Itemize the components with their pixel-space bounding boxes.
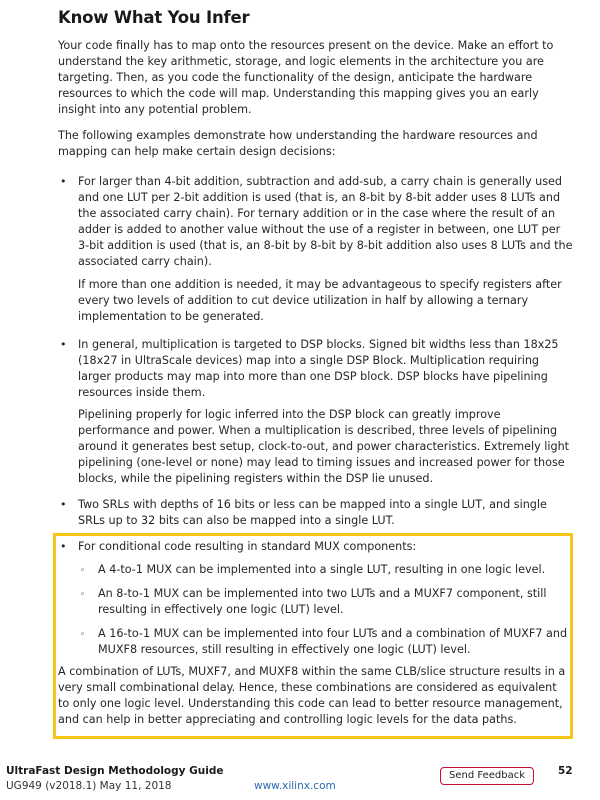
- sub-item-mux8: An 8-to-1 MUX can be implemented into two LUTs and a MUXF7 component, still resulting in effectively one logic (LUT) level.: [98, 587, 547, 616]
- bullet-marker: •: [60, 338, 67, 351]
- sub-bullet-marker: ◦: [80, 566, 86, 576]
- footer-doc-id: UG949 (v2018.1) May 11, 2018: [6, 780, 172, 792]
- bullet-multiply-text: In general, multiplication is targeted to DSP blocks. Signed bit widths less than 18x25 (18x27 in UltraScale devices) map into a single DSP Block. Multiplication requiring larger products may map into more than one DSP block. DSP blocks have pipelining resources inside them.: [78, 338, 559, 399]
- footer-url-link[interactable]: www.xilinx.com: [254, 780, 336, 792]
- bullet-multiply-extra: Pipelining properly for logic inferred into the DSP block can greatly improve performance and power. When a multiplication is described, three levels of pipelining around it generates best setup, clock-to-out, and power characteristics. Extremely light pipelining (one-level or none) may lead to timing issues and increased power for those blocks, while the pipelining registers within the DSP lie unused.: [78, 408, 570, 485]
- footer-guide-title: UltraFast Design Methodology Guide: [6, 765, 224, 777]
- bullet-marker: •: [60, 540, 67, 553]
- bullet-mux-text: For conditional code resulting in standard MUX components:: [78, 540, 417, 553]
- bullet-marker: •: [60, 175, 67, 188]
- bullet-adder-text: For larger than 4-bit addition, subtraction and add-sub, a carry chain is generally used and one LUT per 2-bit addition is used (that is, an 8-bit by 8-bit adder uses 8 LUTs and the associated carry chain). For ternary addition or in the case where the result of an adder is added to another value without the use of a register in between, one LUT per 3-bit addition is used (that is, an 8-bit by 8-bit by 8-bit addition also uses 8 LUTs and the associated carry chain).: [78, 175, 573, 268]
- bullet-marker: •: [60, 498, 67, 511]
- page-number: 52: [558, 765, 573, 777]
- sub-bullet-marker: ◦: [80, 630, 86, 640]
- bullet-srl-text: Two SRLs with depths of 16 bits or less can be mapped into a single LUT, and single SRLs up to 32 bits can also be mapped into a single LUT.: [78, 498, 547, 527]
- mux-summary-paragraph: A combination of LUTs, MUXF7, and MUXF8 within the same CLB/slice structure results in a very small combinational delay. Hence, these combinations are considered as equivalent to only one logic level. Understanding this code can lead to better resource management, and can help in better appreciating and controlling logic levels for the data paths.: [58, 665, 566, 726]
- sub-item-mux16: A 16-to-1 MUX can be implemented into four LUTs and a combination of MUXF7 and MUXF8 resources, still resulting in effectively one logic (LUT) level.: [98, 627, 568, 656]
- bullet-adder-extra: If more than one addition is needed, it may be advantageous to specify registers after every two levels of addition to cut device utilization in half by allowing a ternary implementation to be generated.: [78, 278, 562, 323]
- send-feedback-button[interactable]: Send Feedback: [440, 767, 534, 785]
- section-title: Know What You Infer: [58, 8, 250, 27]
- intro-paragraph: Your code finally has to map onto the resources present on the device. Make an effort to understand the key arithmetic, storage, and logic elements in the architecture you are targeting. Then, as you code the functionality of the design, anticipate the hardware resources to which the code will map. Understanding this mapping gives you an early insight into any potential problem.: [58, 39, 554, 116]
- examples-paragraph: The following examples demonstrate how understanding the hardware resources and mapping can help make certain design decisions:: [58, 129, 538, 158]
- sub-item-mux4: A 4-to-1 MUX can be implemented into a single LUT, resulting in one logic level.: [98, 563, 546, 576]
- sub-bullet-marker: ◦: [80, 590, 86, 600]
